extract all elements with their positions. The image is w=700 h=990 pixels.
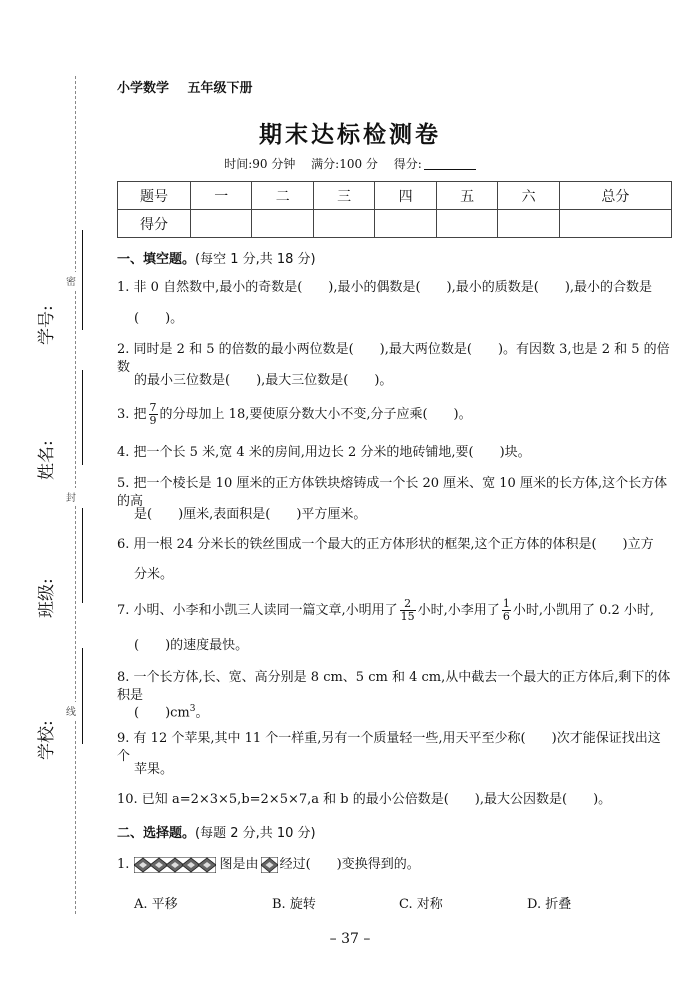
seal-mark-feng: 封 <box>66 488 76 505</box>
fraction-denominator: 15 <box>400 610 415 623</box>
question-5-line2: 是( )厘米,表面积是( )平方厘米。 <box>134 507 367 522</box>
fraction-numerator: 7 <box>149 401 157 414</box>
mc1-text-a: 图是由 <box>219 857 259 872</box>
fraction-numerator: 2 <box>400 598 416 611</box>
question-2-line2: 的最小三位数是( ),最大三位数是( )。 <box>134 373 393 388</box>
fraction-numerator: 1 <box>502 597 510 610</box>
question-8-line2 <box>134 700 674 722</box>
question-1-line2: ( )。 <box>134 311 184 326</box>
option-b[interactable]: B. 旋转 <box>272 897 316 912</box>
q8-text-b: 。 <box>195 705 209 721</box>
score-blank[interactable] <box>424 157 476 170</box>
score-table-header-row <box>118 182 672 210</box>
diamond-unit-figure <box>261 857 278 873</box>
option-a[interactable]: A. 平移 <box>134 897 178 912</box>
score-cell[interactable] <box>191 210 252 238</box>
section2-heading <box>117 822 316 841</box>
table-cell: 题号 <box>118 182 191 210</box>
table-cell: 四 <box>375 182 436 210</box>
question-4: 4. 把一个长 5 米,宽 4 米的房间,用边长 2 分米的地砖铺地,要( )块。 <box>117 445 531 460</box>
question-7-line1 <box>117 598 673 623</box>
question-6-line2: 分米。 <box>134 567 174 582</box>
seal-mark-mi: 密 <box>66 272 76 289</box>
choice-question-1 <box>117 856 673 874</box>
score-cell[interactable] <box>375 210 436 238</box>
fraction-7-9 <box>149 402 158 427</box>
score-cell[interactable] <box>436 210 497 238</box>
exam-title: 期末达标检测卷 <box>259 122 441 148</box>
grade-label: 五年级下册 <box>187 81 253 96</box>
q7-text-a: 7. 小明、小李和小凯三人读同一篇文章,小明用了 <box>117 603 398 618</box>
score-cell[interactable] <box>498 210 559 238</box>
class-label: 班级: <box>37 578 57 618</box>
table-cell: 五 <box>436 182 497 210</box>
option-c[interactable]: C. 对称 <box>399 897 443 912</box>
question-5-line1: 5. 把一个棱长是 10 厘米的正方体铁块熔铸成一个长 20 厘米、宽 10 厘米的长方体,这个长方体的高 <box>117 476 668 509</box>
score-cell[interactable] <box>559 210 671 238</box>
q3-text-a: 3. 把 <box>117 407 147 422</box>
mc1-prefix: 1. <box>117 857 130 872</box>
question-8-line1: 8. 一个长方体,长、宽、高分别是 8 cm、5 cm 和 4 cm,从中截去一个最大的正方体后,剩下的体积是 <box>117 670 671 703</box>
section1-title: 一、填空题。 <box>117 252 196 267</box>
question-7-line2: ( )的速度最快。 <box>134 638 249 653</box>
score-cell[interactable] <box>313 210 374 238</box>
school-label: 学校: <box>37 720 57 760</box>
score-table-score-row <box>118 210 672 238</box>
diamond-pattern-figure <box>134 857 216 873</box>
table-cell: 总分 <box>559 182 671 210</box>
q7-text-c: 小时,小凯用了 0.2 小时, <box>512 603 655 618</box>
score-table <box>117 181 672 238</box>
table-cell: 一 <box>191 182 252 210</box>
table-cell: 六 <box>498 182 559 210</box>
q3-text-b: 的分母加上 18,要使原分数大小不变,分子应乘( )。 <box>159 407 472 422</box>
section1-note: (每空 1 分,共 18 分) <box>195 252 316 267</box>
question-9-line1: 9. 有 12 个苹果,其中 11 个一样重,另有一个质量轻一些,用天平至少称( )次才能保证找出这个 <box>117 731 661 764</box>
question-6-line1: 6. 用一根 24 分米长的铁丝围成一个最大的正方体形状的框架,这个正方体的体积是( )立方 <box>117 537 654 552</box>
page-number: – 37 – <box>329 931 371 947</box>
q7-text-b: 小时,小李用了 <box>417 603 500 618</box>
full-score-info: 满分:100 分 <box>311 157 378 171</box>
fraction-denominator: 6 <box>502 610 510 623</box>
student-id-label: 学号: <box>37 305 57 345</box>
score-cell[interactable] <box>252 210 313 238</box>
option-d[interactable]: D. 折叠 <box>527 897 572 912</box>
fraction-denominator: 9 <box>149 414 157 427</box>
table-cell: 得分 <box>118 210 191 238</box>
section2-title: 二、选择题。 <box>117 826 196 841</box>
name-label: 姓名: <box>37 440 57 480</box>
question-1-line1: 1. 非 0 自然数中,最小的奇数是( ),最小的偶数是( ),最小的质数是( ),最小的合数是 <box>117 280 653 295</box>
question-2-line1: 2. 同时是 2 和 5 的倍数的最小两位数是( ),最大两位数是( )。有因数 3,也是 2 和 5 的倍数 <box>117 342 670 375</box>
seal-mark-xian: 线 <box>66 702 76 719</box>
question-9-line2: 苹果。 <box>134 762 174 777</box>
section2-note: (每题 2 分,共 10 分) <box>195 826 316 841</box>
book-header <box>117 77 267 96</box>
table-cell: 三 <box>313 182 374 210</box>
score-info: 得分: <box>393 157 422 171</box>
q8-text-a: ( )cm <box>134 705 190 721</box>
q8-superscript: 3 <box>189 704 196 714</box>
subject-label: 小学数学 <box>117 81 170 96</box>
fraction-1-6 <box>502 598 511 623</box>
time-info: 时间:90 分钟 <box>224 157 296 171</box>
table-cell: 二 <box>252 182 313 210</box>
question-10: 10. 已知 a=2×3×5,b=2×5×7,a 和 b 的最小公倍数是( ),最大公因数是( )。 <box>117 792 612 807</box>
mc1-text-b: 经过( )变换得到的。 <box>279 857 420 872</box>
exam-info <box>0 155 700 172</box>
fraction-2-15 <box>400 598 416 623</box>
section1-heading <box>117 248 316 267</box>
question-3 <box>117 402 673 427</box>
